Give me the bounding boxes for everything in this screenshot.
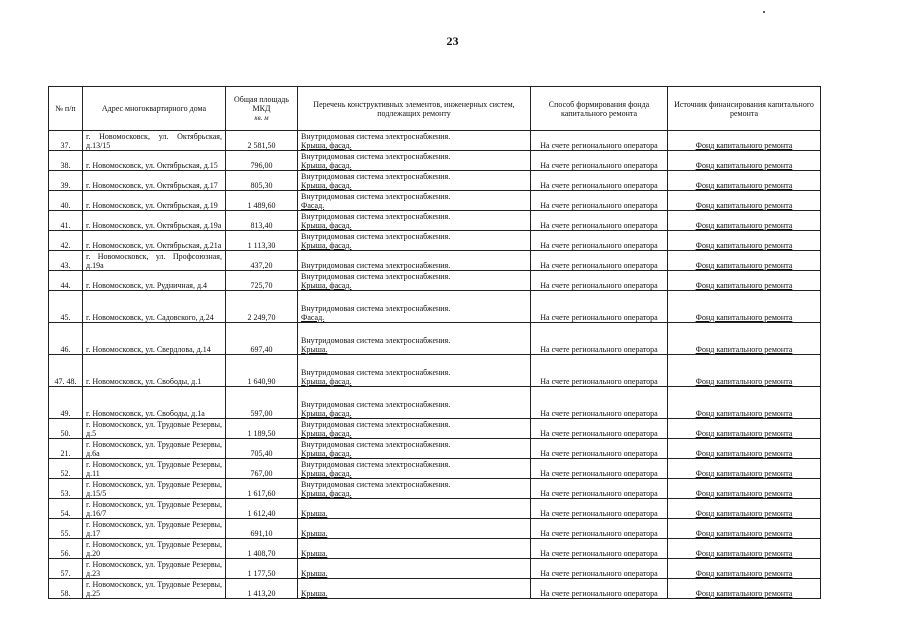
header-address: Адрес многоквартирного дома xyxy=(83,87,226,131)
row-elements-line-1: Внутридомовая система электроснабжения. xyxy=(301,172,451,181)
row-area: 437,20 xyxy=(226,251,298,271)
row-area: 1 617,60 xyxy=(226,479,298,499)
row-area: 691,10 xyxy=(226,519,298,539)
row-source: Фонд капитального ремонта xyxy=(668,171,821,191)
row-elements xyxy=(298,131,531,151)
row-method: На счете регионального оператора xyxy=(531,355,668,387)
header-area xyxy=(226,87,298,131)
table-row xyxy=(49,191,821,211)
row-source: Фонд капитального ремонта xyxy=(668,579,821,599)
row-area: 725,70 xyxy=(226,271,298,291)
row-area: 813,40 xyxy=(226,211,298,231)
row-source: Фонд капитального ремонта xyxy=(668,211,821,231)
row-source: Фонд капитального ремонта xyxy=(668,419,821,439)
row-elements xyxy=(298,191,531,211)
row-number: 58. xyxy=(49,579,83,599)
row-elements-line-1: Внутридомовая система электроснабжения. xyxy=(301,400,451,409)
row-elements-line-1: Внутридомовая система электроснабжения. xyxy=(301,336,451,345)
row-number: 42. xyxy=(49,231,83,251)
row-elements-line-1: Внутридомовая система электроснабжения. xyxy=(301,132,451,141)
row-source: Фонд капитального ремонта xyxy=(668,291,821,323)
row-method: На счете регионального оператора xyxy=(531,271,668,291)
row-elements-line-1: Внутридомовая система электроснабжения. xyxy=(301,460,451,469)
row-elements-line-1: Внутридомовая система электроснабжения. xyxy=(301,440,451,449)
row-number: 37. xyxy=(49,131,83,151)
row-elements-line-1: Внутридомовая система электроснабжения. xyxy=(301,480,451,489)
row-method: На счете регионального оператора xyxy=(531,579,668,599)
scan-speck xyxy=(763,11,765,13)
repair-table xyxy=(48,86,821,599)
row-elements xyxy=(298,171,531,191)
row-elements-line-1: Внутридомовая система электроснабжения. xyxy=(301,304,451,313)
row-elements-line-2: Крыша. xyxy=(301,509,328,518)
row-address: г. Новомосковск, ул. Октябрьская, д.13/15 xyxy=(83,131,226,151)
row-method: На счете регионального оператора xyxy=(531,191,668,211)
row-elements-line-1: Внутридомовая система электроснабжения. xyxy=(301,152,451,161)
row-number: 52. xyxy=(49,459,83,479)
row-elements-line-2: Крыша. xyxy=(301,549,328,558)
row-elements xyxy=(298,479,531,499)
table-row xyxy=(49,271,821,291)
row-area: 597,00 xyxy=(226,387,298,419)
table-row xyxy=(49,323,821,355)
table-row xyxy=(49,539,821,559)
row-address: г. Новомосковск, ул. Рудничная, д.4 xyxy=(83,271,226,291)
row-elements xyxy=(298,519,531,539)
row-source: Фонд капитального ремонта xyxy=(668,355,821,387)
row-address: г. Новомосковск, ул. Трудовые Резервы, д.17 xyxy=(83,519,226,539)
row-area: 796,00 xyxy=(226,151,298,171)
row-method: На счете регионального оператора xyxy=(531,291,668,323)
row-method: На счете регионального оператора xyxy=(531,131,668,151)
row-elements xyxy=(298,459,531,479)
row-number: 40. xyxy=(49,191,83,211)
row-elements-line-2: Крыша, фасад. xyxy=(301,181,352,190)
row-source: Фонд капитального ремонта xyxy=(668,439,821,459)
row-number: 57. xyxy=(49,559,83,579)
row-source: Фонд капитального ремонта xyxy=(668,559,821,579)
row-number: 55. xyxy=(49,519,83,539)
row-source: Фонд капитального ремонта xyxy=(668,519,821,539)
row-elements xyxy=(298,387,531,419)
row-address: г. Новомосковск, ул. Трудовые Резервы, д.15/5 xyxy=(83,479,226,499)
row-elements-line-2: Крыша, фасад. xyxy=(301,241,352,250)
row-number: 49. xyxy=(49,387,83,419)
table-row xyxy=(49,251,821,271)
row-source: Фонд капитального ремонта xyxy=(668,251,821,271)
row-elements xyxy=(298,231,531,251)
row-address: г. Новомосковск, ул. Октябрьская, д.17 xyxy=(83,171,226,191)
row-number: 44. xyxy=(49,271,83,291)
row-elements-line-2: Крыша, фасад. xyxy=(301,281,352,290)
table-row xyxy=(49,419,821,439)
row-source: Фонд капитального ремонта xyxy=(668,323,821,355)
row-area: 2 581,50 xyxy=(226,131,298,151)
row-elements-line-2: Крыша. xyxy=(301,345,328,354)
row-source: Фонд капитального ремонта xyxy=(668,271,821,291)
row-number: 38. xyxy=(49,151,83,171)
row-method: На счете регионального оператора xyxy=(531,211,668,231)
row-area: 1 113,30 xyxy=(226,231,298,251)
row-number: 56. xyxy=(49,539,83,559)
row-elements xyxy=(298,559,531,579)
table-row xyxy=(49,387,821,419)
row-elements-line-2: Крыша, фасад. xyxy=(301,429,352,438)
row-elements xyxy=(298,323,531,355)
row-source: Фонд капитального ремонта xyxy=(668,479,821,499)
row-number: 53. xyxy=(49,479,83,499)
row-elements xyxy=(298,499,531,519)
row-address: г. Новомосковск, ул. Октябрьская, д.19 xyxy=(83,191,226,211)
row-source: Фонд капитального ремонта xyxy=(668,459,821,479)
row-method: На счете регионального оператора xyxy=(531,439,668,459)
row-address: г. Новомосковск, ул. Трудовые Резервы, д.11 xyxy=(83,459,226,479)
row-number: 43. xyxy=(49,251,83,271)
row-elements-line-2: Крыша, фасад. xyxy=(301,141,352,150)
row-area: 1 640,90 xyxy=(226,355,298,387)
table-row xyxy=(49,171,821,191)
row-number: 21. xyxy=(49,439,83,459)
header-area-label: Общая площадь МКД xyxy=(234,94,289,113)
row-elements xyxy=(298,439,531,459)
row-elements-line-2: Крыша. xyxy=(301,569,328,578)
row-method: На счете регионального оператора xyxy=(531,519,668,539)
row-number: 46. xyxy=(49,323,83,355)
row-elements-line-2: Крыша, фасад. xyxy=(301,469,352,478)
row-source: Фонд капитального ремонта xyxy=(668,231,821,251)
row-address: г. Новомосковск, ул. Трудовые Резервы, д.16/7 xyxy=(83,499,226,519)
table-row xyxy=(49,131,821,151)
row-elements xyxy=(298,211,531,231)
row-method: На счете регионального оператора xyxy=(531,251,668,271)
row-source: Фонд капитального ремонта xyxy=(668,539,821,559)
row-elements xyxy=(298,151,531,171)
row-elements xyxy=(298,291,531,323)
row-address: г. Новомосковск, ул. Трудовые Резервы, д.5 xyxy=(83,419,226,439)
row-elements-line-2: Фасад. xyxy=(301,313,325,322)
row-elements xyxy=(298,539,531,559)
row-address: г. Новомосковск, ул. Садовского, д.24 xyxy=(83,291,226,323)
row-elements-line-1: Внутридомовая система электроснабжения. xyxy=(301,368,451,377)
row-area: 1 408,70 xyxy=(226,539,298,559)
row-method: На счете регионального оператора xyxy=(531,323,668,355)
row-method: На счете регионального оператора xyxy=(531,419,668,439)
row-number: 39. xyxy=(49,171,83,191)
row-elements-line-2: Крыша, фасад. xyxy=(301,221,352,230)
row-method: На счете регионального оператора xyxy=(531,387,668,419)
row-method: На счете регионального оператора xyxy=(531,151,668,171)
row-address: г. Новомосковск, ул. Октябрьская, д.21а xyxy=(83,231,226,251)
row-elements-line-2: Крыша. xyxy=(301,529,328,538)
row-elements-line-1: Внутридомовая система электроснабжения. xyxy=(301,261,451,270)
row-address: г. Новомосковск, ул. Свердлова, д.14 xyxy=(83,323,226,355)
row-area: 1 177,50 xyxy=(226,559,298,579)
row-area: 697,40 xyxy=(226,323,298,355)
row-source: Фонд капитального ремонта xyxy=(668,131,821,151)
row-area: 1 612,40 xyxy=(226,499,298,519)
row-address: г. Новомосковск, ул. Трудовые Резервы, д.6а xyxy=(83,439,226,459)
table-row xyxy=(49,519,821,539)
row-method: На счете регионального оператора xyxy=(531,479,668,499)
row-area: 805,30 xyxy=(226,171,298,191)
row-elements xyxy=(298,251,531,271)
row-method: На счете регионального оператора xyxy=(531,499,668,519)
header-num: № п/п xyxy=(49,87,83,131)
row-number: 41. xyxy=(49,211,83,231)
row-elements-line-1: Внутридомовая система электроснабжения. xyxy=(301,212,451,221)
table-row xyxy=(49,211,821,231)
row-area: 1 413,20 xyxy=(226,579,298,599)
row-number: 47. 48. xyxy=(49,355,83,387)
header-source: Источник финансирования капитального ремонта xyxy=(668,87,821,131)
row-address: г. Новомосковск, ул. Трудовые Резервы, д.20 xyxy=(83,539,226,559)
row-area: 705,40 xyxy=(226,439,298,459)
table-row xyxy=(49,499,821,519)
row-source: Фонд капитального ремонта xyxy=(668,499,821,519)
row-number: 45. xyxy=(49,291,83,323)
row-elements-line-1: Внутридомовая система электроснабжения. xyxy=(301,232,451,241)
row-elements xyxy=(298,271,531,291)
row-number: 54. xyxy=(49,499,83,519)
row-elements xyxy=(298,355,531,387)
row-method: На счете регионального оператора xyxy=(531,231,668,251)
page-number: 23 xyxy=(446,34,459,48)
row-method: На счете регионального оператора xyxy=(531,559,668,579)
row-address: г. Новомосковск, ул. Профсоюзная, д.19а xyxy=(83,251,226,271)
row-elements xyxy=(298,579,531,599)
row-elements-line-1: Внутридомовая система электроснабжения. xyxy=(301,420,451,429)
header-method: Способ формирования фонда капитального ремонта xyxy=(531,87,668,131)
row-area: 1 489,60 xyxy=(226,191,298,211)
row-address: г. Новомосковск, ул. Трудовые Резервы, д.25 xyxy=(83,579,226,599)
row-elements-line-1: Внутридомовая система электроснабжения. xyxy=(301,192,451,201)
row-source: Фонд капитального ремонта xyxy=(668,191,821,211)
row-address: г. Новомосковск, ул. Октябрьская, д.19а xyxy=(83,211,226,231)
row-method: На счете регионального оператора xyxy=(531,459,668,479)
table-row xyxy=(49,559,821,579)
row-address: г. Новомосковск, ул. Свободы, д.1а xyxy=(83,387,226,419)
row-area: 2 249,70 xyxy=(226,291,298,323)
row-address: г. Новомосковск, ул. Октябрьская, д.15 xyxy=(83,151,226,171)
table-row xyxy=(49,231,821,251)
table-row xyxy=(49,439,821,459)
row-elements-line-2: Крыша, фасад. xyxy=(301,377,352,386)
row-area: 1 189,50 xyxy=(226,419,298,439)
row-elements-line-1: Внутридомовая система электроснабжения. xyxy=(301,272,451,281)
table-row xyxy=(49,355,821,387)
table-row xyxy=(49,291,821,323)
row-elements-line-2: Крыша, фасад. xyxy=(301,449,352,458)
header-elements: Перечень конструктивных элементов, инженерных систем, подлежащих ремонту xyxy=(298,87,531,131)
row-method: На счете регионального оператора xyxy=(531,171,668,191)
row-elements-line-2: Крыша, фасад. xyxy=(301,161,352,170)
row-elements-line-2: Крыша, фасад. xyxy=(301,409,352,418)
row-elements-line-2: Крыша, фасад. xyxy=(301,489,352,498)
header-area-unit: кв. м xyxy=(254,113,269,122)
row-method: На счете регионального оператора xyxy=(531,539,668,559)
row-address: г. Новомосковск, ул. Свободы, д.1 xyxy=(83,355,226,387)
row-elements-line-2: Фасад. xyxy=(301,201,325,210)
table-row xyxy=(49,151,821,171)
row-area: 767,00 xyxy=(226,459,298,479)
table-header-row xyxy=(49,87,821,131)
row-source: Фонд капитального ремонта xyxy=(668,151,821,171)
row-address: г. Новомосковск, ул. Трудовые Резервы, д.23 xyxy=(83,559,226,579)
row-number: 50. xyxy=(49,419,83,439)
table-row xyxy=(49,579,821,599)
row-elements xyxy=(298,419,531,439)
table-row xyxy=(49,479,821,499)
table-row xyxy=(49,459,821,479)
row-elements-line-2: Крыша. xyxy=(301,589,328,598)
row-source: Фонд капитального ремонта xyxy=(668,387,821,419)
